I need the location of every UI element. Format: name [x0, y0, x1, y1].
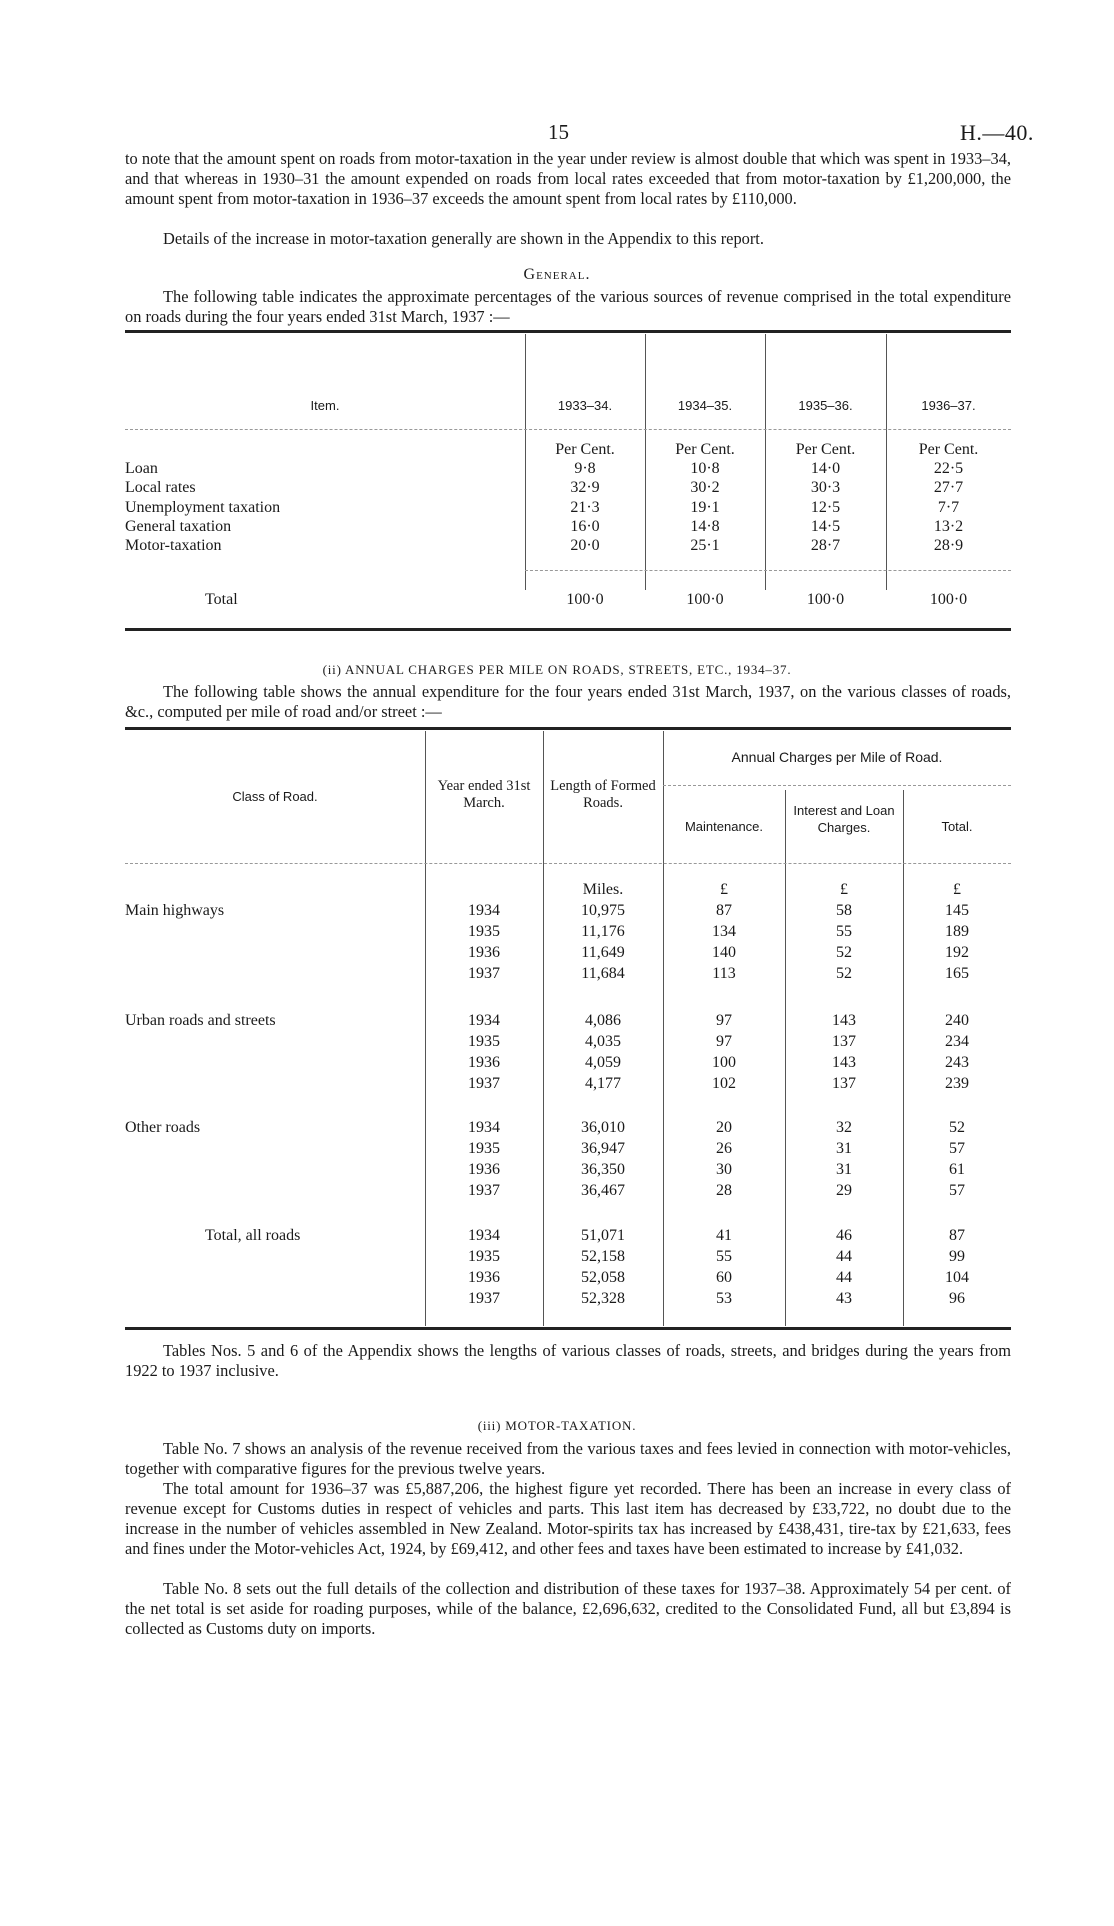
cell: 52,058	[581, 1269, 625, 1286]
maintenance-column-header: Maintenance.	[684, 819, 764, 834]
cell: 137	[832, 1075, 856, 1092]
maintenance-unit: £	[720, 881, 728, 898]
cell: 44	[836, 1248, 852, 1265]
motor-paragraph-total: The total amount for 1936–37 was £5,887,206, the highest figure yet recorded. There has been an increase in every class of revenue except for Customs duties in respect of vehicles and parts. This last item has decreased by £33,722, no doubt due to the increase in the number of vehicles assembled in New Zealand. Motor-spirits tax has increased by £438,431, tire-tax by £21,633, fees and fines under the Motor-vehicles Act, 1924, by £69,412, and other fees and taxes have been estimated to increase by £41,032.	[125, 1479, 1011, 1558]
page-number: 15	[548, 120, 569, 144]
total-unit: £	[953, 881, 961, 898]
unit-label: Per Cent.	[795, 441, 856, 458]
cell: 1934	[468, 1012, 500, 1029]
cell: 61	[949, 1161, 965, 1178]
cell: 22·5	[933, 460, 964, 477]
interest-values	[785, 1225, 903, 1309]
cell: 26	[716, 1140, 732, 1157]
year-values-1934	[645, 459, 765, 555]
cell: 1936	[468, 1054, 500, 1071]
row-label: General taxation	[125, 517, 232, 535]
cell: 46	[836, 1227, 852, 1244]
year-values	[430, 1010, 538, 1094]
total-values	[903, 1225, 1011, 1309]
document-reference: H.—40.	[960, 120, 1034, 145]
cell: 143	[832, 1054, 856, 1071]
cell: 27·7	[933, 479, 964, 497]
cell: 1936	[468, 944, 500, 961]
section-heading-general: General.	[523, 266, 591, 283]
cell: 55	[836, 923, 852, 940]
cell: 52	[836, 944, 852, 961]
cell: 140	[712, 944, 736, 961]
interest-unit: £	[840, 881, 848, 898]
cell: 51,071	[581, 1227, 625, 1244]
cell: 52,328	[581, 1290, 625, 1307]
cell: 145	[945, 902, 969, 919]
year-values-1933	[525, 459, 645, 555]
intro-paragraph-details: Details of the increase in motor-taxation generally are shown in the Appendix to this report.	[163, 229, 764, 248]
cell: 36,947	[581, 1140, 625, 1157]
cell: 239	[945, 1075, 969, 1092]
motor-paragraph-table8: Table No. 8 sets out the full details of the collection and distribution of these taxes for 1937–38. Approximately 54 per cent. of the net total is set aside for roading purposes, while of the balance, £2,696,632, credited to the Consolidated Fund, all but £3,894 is collected as Customs duty on imports.	[125, 1579, 1011, 1638]
road-class-label: Total, all roads	[205, 1227, 301, 1244]
cell: 9·8	[574, 460, 596, 477]
road-class-label: Other roads	[125, 1119, 201, 1136]
cell: 10,975	[581, 902, 625, 919]
cell: 1934	[468, 1119, 500, 1136]
cell: 1937	[468, 1075, 500, 1092]
cell: 32·9	[570, 479, 600, 497]
cell: 32	[836, 1119, 852, 1136]
cell: 14·8	[690, 517, 720, 535]
table-bottom-rule	[125, 628, 1011, 631]
cell: 11,684	[581, 965, 625, 982]
cell: 1935	[468, 923, 500, 940]
year-column-header: 1936–37.	[921, 398, 976, 413]
cell: 243	[945, 1054, 969, 1071]
cell: 99	[949, 1248, 965, 1265]
total-column-header: Total.	[941, 819, 973, 834]
maintenance-values	[663, 900, 785, 984]
year-values	[430, 1225, 538, 1309]
interest-values	[785, 900, 903, 984]
appendix-note-paragraph: Tables Nos. 5 and 6 of the Appendix shows the lengths of various classes of roads, streets, and bridges during the years from 1922 to 1937 inclusive.	[125, 1341, 1011, 1380]
cell: 189	[945, 923, 969, 940]
header-divider	[125, 429, 1011, 430]
cell: 1936	[468, 1269, 500, 1286]
cell: 36,467	[581, 1182, 625, 1199]
year-column-header: 1933–34.	[557, 398, 613, 413]
unit-label: Per Cent.	[675, 441, 735, 458]
cell: 36,010	[581, 1119, 625, 1136]
total-label: Total	[205, 591, 238, 608]
road-class-label: Urban roads and streets	[125, 1012, 276, 1029]
item-column-header: Item.	[310, 398, 340, 413]
cell: 104	[945, 1269, 969, 1286]
year-values	[430, 900, 538, 984]
cell: 4,086	[585, 1012, 621, 1029]
cell: 28·7	[810, 537, 841, 555]
interest-values	[785, 1010, 903, 1094]
cell: 41	[716, 1227, 732, 1244]
length-values	[548, 1225, 658, 1309]
cell: 52,158	[581, 1248, 625, 1265]
row-label: Unemployment taxation	[125, 498, 281, 516]
total-cell: 100·0	[929, 591, 968, 608]
length-values	[548, 900, 658, 984]
total-values	[903, 1010, 1011, 1094]
total-values	[903, 1117, 1011, 1201]
section-heading-motor-taxation: (iii) MOTOR-TAXATION.	[477, 1418, 637, 1433]
cell: 20·0	[570, 537, 600, 555]
cell: 97	[716, 1012, 732, 1029]
year-values	[430, 1117, 538, 1201]
cell: 134	[712, 923, 736, 940]
length-values	[548, 1117, 658, 1201]
cell: 143	[832, 1012, 856, 1029]
cell: 11,649	[581, 944, 625, 961]
cell: 11,176	[581, 923, 625, 940]
cell: 14·5	[810, 517, 841, 535]
class-column-header: Class of Road.	[232, 789, 318, 804]
year-column-header: 1934–35.	[677, 398, 733, 413]
cell: 28	[716, 1182, 732, 1199]
cell: 13·2	[933, 517, 964, 535]
header-divider	[125, 863, 1011, 864]
cell: 44	[836, 1269, 852, 1286]
maintenance-values	[663, 1010, 785, 1094]
annual-charges-group-header: Annual Charges per Mile of Road.	[731, 749, 943, 765]
cell: 240	[945, 1012, 969, 1029]
motor-paragraph-table7: Table No. 7 shows an analysis of the revenue received from the various taxes and fees levied in connection with motor-vehicles, together with comparative figures for the previous twelve years.	[125, 1439, 1011, 1478]
total-cell: 100·0	[806, 591, 845, 608]
cell: 192	[945, 944, 969, 961]
intro-paragraph-continued: to note that the amount spent on roads from motor-taxation in the year under review is almost double that which was spent in 1933–34, and that whereas in 1930–31 the amount expended on roads from local rates exceeded that from motor-taxation by £1,200,000, the amount spent from motor-taxation in 1936–37 exceeds the amount spent from local rates by £110,000.	[125, 149, 1011, 208]
annual-intro-paragraph: The following table shows the annual expenditure for the four years ended 31st March, 1937, on the various classes of roads, &c., computed per mile of road and/or street :—	[125, 682, 1011, 721]
cell: 19·1	[690, 498, 720, 516]
year-values-1935	[765, 459, 886, 555]
section-heading-annual-charges: (ii) ANNUAL CHARGES PER MILE ON ROADS, STREETS, ETC., 1934–37.	[322, 662, 792, 677]
cell: 234	[945, 1033, 969, 1050]
total-cell: 100·0	[686, 591, 724, 608]
cell: 1937	[468, 965, 500, 982]
total-cell: 100·0	[566, 591, 604, 608]
row-label: Local rates	[125, 479, 196, 497]
unit-label: Per Cent.	[555, 441, 615, 458]
cell: 60	[716, 1269, 732, 1286]
length-unit: Miles.	[582, 881, 624, 898]
cell: 1936	[468, 1161, 500, 1178]
cell: 53	[716, 1290, 732, 1307]
table-top-rule	[125, 727, 1011, 730]
cell: 1937	[468, 1290, 500, 1307]
cell: 87	[716, 902, 732, 919]
cell: 165	[945, 965, 969, 982]
cell: 12·5	[810, 498, 841, 516]
maintenance-values	[663, 1225, 785, 1309]
cell: 4,035	[585, 1033, 621, 1050]
year-column-header: Year ended 31st March.	[437, 778, 531, 811]
cell: 31	[836, 1140, 852, 1157]
cell: 28·9	[933, 537, 964, 555]
cell: 52	[949, 1119, 965, 1136]
group-header-divider	[663, 785, 1011, 786]
cell: 96	[949, 1290, 965, 1307]
year-column-header: 1935–36.	[798, 398, 853, 413]
item-labels	[125, 459, 515, 555]
cell: 1935	[468, 1033, 500, 1050]
cell: 57	[949, 1140, 965, 1157]
maintenance-values	[663, 1117, 785, 1201]
general-intro-paragraph: The following table indicates the approximate percentages of the various sources of revenue comprised in the total expenditure on roads during the four years ended 31st March, 1937 :—	[125, 287, 1011, 326]
cell: 57	[949, 1182, 965, 1199]
cell: 36,350	[581, 1161, 625, 1178]
table-bottom-rule	[125, 1327, 1011, 1330]
cell: 7·7	[937, 498, 960, 516]
length-values	[548, 1010, 658, 1094]
cell: 113	[712, 965, 736, 982]
cell: 4,059	[585, 1054, 621, 1071]
cell: 21·3	[570, 498, 600, 516]
cell: 1934	[468, 902, 500, 919]
cell: 20	[716, 1119, 732, 1136]
cell: 29	[836, 1182, 852, 1199]
cell: 55	[716, 1248, 732, 1265]
cell: 1937	[468, 1182, 500, 1199]
cell: 1935	[468, 1248, 500, 1265]
cell: 87	[949, 1227, 965, 1244]
interest-column-header: Interest and Loan Charges.	[793, 803, 895, 835]
interest-values	[785, 1117, 903, 1201]
total-divider	[525, 570, 1011, 571]
cell: 58	[836, 902, 852, 919]
column-divider	[425, 731, 426, 1326]
cell: 43	[836, 1290, 852, 1307]
length-column-header: Length of Formed Roads.	[550, 778, 656, 811]
cell: 10·8	[690, 460, 720, 477]
row-label: Motor-taxation	[125, 537, 222, 555]
row-label: Loan	[125, 460, 158, 477]
cell: 30·2	[690, 479, 720, 497]
total-values	[903, 900, 1011, 984]
year-values-1936	[886, 459, 1011, 555]
cell: 1935	[468, 1140, 500, 1157]
unit-label: Per Cent.	[918, 441, 979, 458]
cell: 4,177	[585, 1075, 621, 1092]
cell: 102	[712, 1075, 736, 1092]
cell: 30·3	[810, 479, 841, 497]
cell: 25·1	[690, 537, 720, 555]
cell: 137	[832, 1033, 856, 1050]
cell: 1934	[468, 1227, 500, 1244]
column-divider	[543, 731, 544, 1326]
cell: 16·0	[570, 517, 600, 535]
cell: 31	[836, 1161, 852, 1178]
table-top-rule	[125, 330, 1011, 333]
cell: 30	[716, 1161, 732, 1178]
cell: 97	[716, 1033, 732, 1050]
cell: 100	[712, 1054, 736, 1071]
road-class-label: Main highways	[125, 902, 225, 919]
cell: 14·0	[810, 460, 841, 477]
cell: 52	[836, 965, 852, 982]
